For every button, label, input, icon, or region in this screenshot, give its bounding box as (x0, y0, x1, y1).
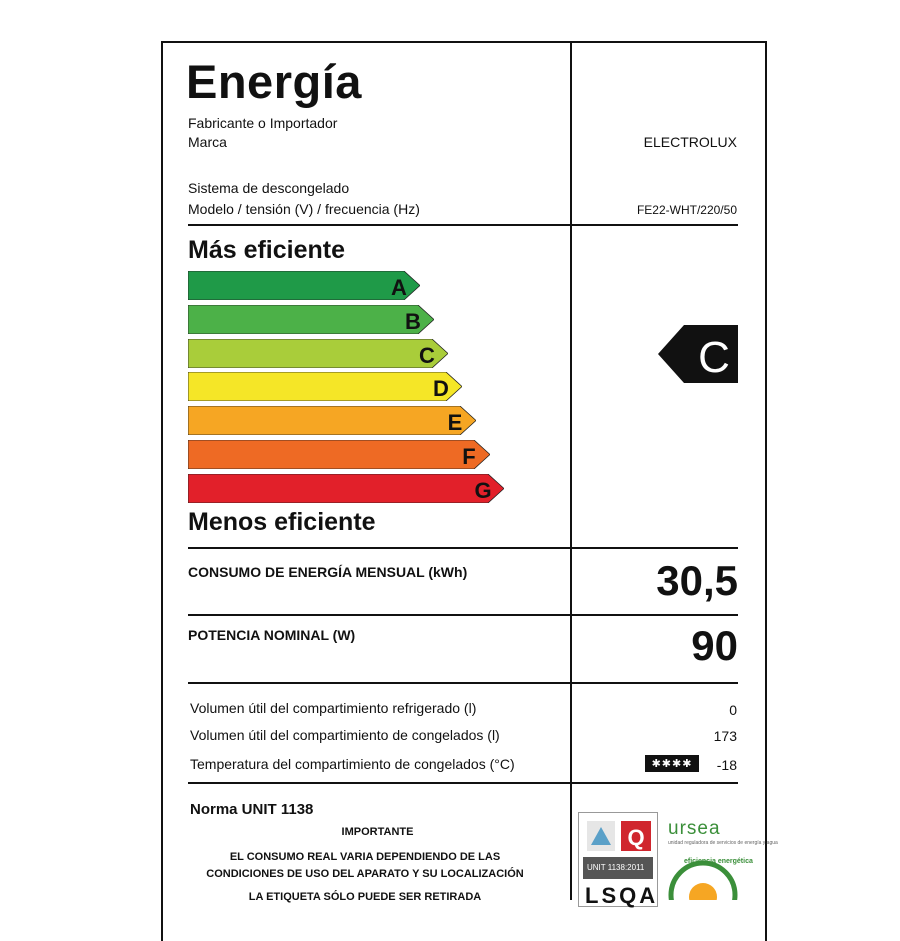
manufacturer-label: Fabricante o Importador (188, 115, 338, 131)
label-title: Energía (186, 55, 362, 108)
freezer-star-badge: ✱✱✱✱ (645, 755, 699, 772)
brand-value: ELECTROLUX (643, 134, 737, 150)
lsqa-name: LSQA (585, 883, 659, 908)
efficiency-bar-letter: F (462, 444, 476, 469)
spec-label: Temperatura del compartimiento de congelados (°C) (190, 756, 515, 772)
consumption-label: CONSUMO DE ENERGÍA MENSUAL (kWh) (188, 564, 468, 580)
power-label: POTENCIA NOMINAL (W) (188, 627, 356, 643)
efficiency-bar-d (188, 372, 462, 401)
efficiency-bar-letter: A (391, 275, 407, 300)
rating-letter: C (698, 333, 730, 382)
spec-label: Volumen útil del compartimiento de congelados (l) (190, 727, 500, 743)
efficiency-bar-f (188, 440, 490, 469)
efficiency-bar-letter: C (419, 342, 435, 368)
ursea-name: ursea (668, 818, 721, 839)
consumption-divider (188, 614, 738, 616)
least-efficient-label: Menos eficiente (188, 508, 376, 536)
efficiency-bar-g (188, 474, 504, 503)
lsqa-certification-logo (578, 812, 658, 907)
ursea-tagline: unidad reguladora de servicios de energía y agua (668, 840, 778, 846)
power-value: 90 (691, 622, 738, 669)
efficiency-bar-letter: G (474, 477, 492, 503)
notice-line: LA ETIQUETA SÓLO PUEDE SER RETIRADA (248, 891, 482, 903)
efficiency-bar-a (188, 271, 420, 300)
defrost-label: Sistema de descongelado (188, 180, 350, 196)
spec-label: Volumen útil del compartimiento refrigerado (l) (190, 700, 477, 716)
column-divider (570, 41, 572, 900)
header-divider (188, 224, 738, 226)
efficiency-bar-b (188, 305, 434, 334)
svg-text:Q: Q (627, 825, 645, 850)
spec-value: -18 (716, 757, 737, 773)
important-label: IMPORTANTE (341, 826, 414, 838)
model-label: Modelo / tensión (V) / frecuencia (Hz) (188, 201, 420, 217)
efficiency-bar-letter: D (433, 376, 449, 402)
model-value: FE22-WHT/220/50 (636, 203, 737, 217)
efficiency-bar-letter: E (447, 410, 463, 436)
spec-value: 173 (713, 728, 737, 744)
efficiency-bar-letter: B (405, 308, 421, 334)
scale-divider (188, 547, 738, 549)
efficiency-seal-text: eficiencia energética (684, 858, 753, 865)
efficiency-bar-e (188, 406, 476, 435)
efficiency-bar-c (188, 339, 448, 368)
most-efficient-label: Más eficiente (188, 236, 346, 264)
norm-label: Norma UNIT 1138 (190, 801, 314, 818)
consumption-value: 30,5 (656, 557, 738, 604)
lsqa-cert-text: UNIT 1138:2011 (587, 863, 645, 872)
notice-line: CONDICIONES DE USO DEL APARATO Y SU LOCALIZACIÓN (206, 868, 524, 880)
rating-indicator (658, 325, 738, 383)
notice-line: EL CONSUMO REAL VARIA DEPENDIENDO DE LAS (229, 851, 501, 863)
power-divider (188, 682, 738, 684)
brand-label: Marca (188, 134, 227, 150)
specs-divider (188, 782, 738, 784)
spec-value: 0 (729, 702, 737, 718)
